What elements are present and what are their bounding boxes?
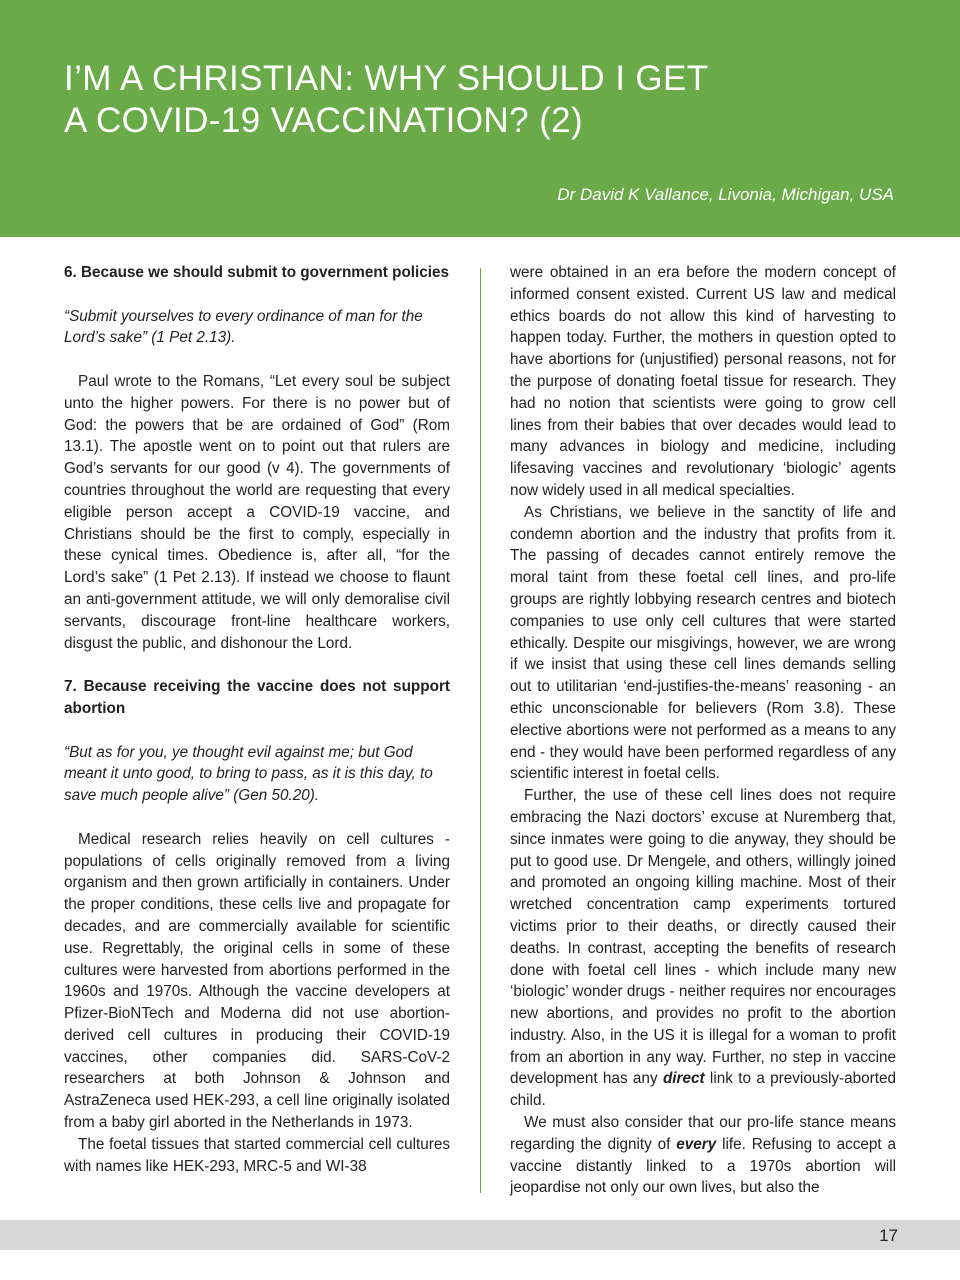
paragraph-r4-tail: life. Refusing to accept a vaccine distantly linked to a 1970s abortion will jeopardise not only our own lives, but also the <box>510 1135 896 1197</box>
section-heading-6: 6. Because we should submit to government policies <box>64 264 450 281</box>
article-title <box>64 58 709 142</box>
scripture-quote-7: “But as for you, ye thought evil against me; but God meant it unto good, to bring to pass, as it is this day, to save much people alive” (Gen 50.20). <box>64 743 433 805</box>
page-number: 17 <box>879 1226 898 1245</box>
paragraph-7b: The foetal tissues that started commercial cell cultures with names like HEK-293, MRC-5 and WI-38 <box>64 1135 450 1175</box>
right-column <box>510 262 896 1199</box>
author-byline: Dr David K Vallance, Livonia, Michigan, USA <box>557 185 894 204</box>
paragraph-r3-text: Further, the use of these cell lines does not require embracing the Nazi doctors’ excuse at Nuremberg that, since inmates were going to die anyway, they should be put to good use. Dr Mengele, and others, willingly joined and promoted an ongoing killing machine. Most of their wretched concentration camp experiments tortured victims prior to their deaths, or directly caused their deaths. In contrast, accepting the benefits of research done with foetal cell lines - which include many new ‘biologic’ wonder drugs - neither requires nor encourages new abortions, and provides no profit to the abortion industry. Also, in the US it is illegal for a woman to profit from an abortion in any way. Further, no step in vaccine development has any <box>510 787 896 1088</box>
scripture-quote-6: “Submit yourselves to every ordinance of man for the Lord’s sake” (1 Pet 2.13). <box>64 307 423 347</box>
paragraph-r3-tail: link to a previously-aborted child. <box>510 1070 897 1110</box>
left-column <box>64 262 450 1177</box>
title-banner <box>0 0 960 237</box>
section-heading-7: 7. Because receiving the vaccine does not support abortion <box>64 678 450 717</box>
title-line-1: I’M A CHRISTIAN: WHY SHOULD I GET <box>64 59 709 98</box>
paragraph-6: Paul wrote to the Romans, “Let every soul be subject unto the higher powers. For there is no power but of God: the powers that be are ordained of God” (Rom 13.1). The apostle went on to point out that rulers are God’s servants for our good (v 4). The governments of countries throughout the world are requesting that every eligible person accept a COVID-19 vaccine, and Christians should be the first to comply, especially in these cynical times. Obedience is, after all, “for the Lord’s sake” (1 Pet 2.13). If instead we choose to flaunt an anti-government attitude, we will only demoralise civil servants, discourage front-line healthcare workers, disgust the public, and dishonour the Lord. <box>64 372 450 652</box>
paragraph-r2: As Christians, we believe in the sanctity of life and condemn abortion and the industry that profits from it. The passing of decades cannot entirely remove the moral taint from these foetal cell lines, and pro-life groups are rightly lobbying research centres and biotech companies to use only cell cultures that were started ethically. Despite our misgivings, however, we are wrong if we insist that using these cell lines demands selling out to utilitarian ‘end-justifies-the-means’ reasoning - an ethic unconscionable for believers (Rom 3.8). These elective abortions were not performed as a means to any end - they would have been performed regardless of any scientific interest in foetal cells. <box>510 503 896 783</box>
paragraph-r3 <box>510 785 896 1112</box>
paragraph-r4 <box>510 1112 896 1199</box>
paragraph-r1: were obtained in an era before the modern concept of informed consent existed. Current US law and medical ethics boards do not allow this kind of harvesting to happen today. Further, the mothers in question opted to have abortions for (unjustified) personal reasons, not for the purpose of donating foetal tissue for research. They had no notion that scientists were going to grow cell lines from their babies that over decades would lead to many advances in biology and medicine, including lifesaving vaccines and revolutionary ‘biologic’ agents now widely used in all medical specialties. <box>510 264 896 499</box>
emphasis-every: every <box>676 1135 717 1153</box>
column-divider <box>480 268 481 1193</box>
title-line-2: A COVID-19 VACCINATION? (2) <box>64 101 584 140</box>
footer-bar <box>0 1220 960 1250</box>
paragraph-7a: Medical research relies heavily on cell cultures - populations of cells originally removed from a living organism and then grown artificially in containers. Under the proper conditions, these cells live and propagate for decades, and are commercially available for scientific use. Regrettably, the original cells in some of these cultures were harvested from abortions performed in the 1960s and 1970s. Although the vaccine developers at Pfizer-BioNTech and Moderna did not use abortion-derived cell cultures in producing their COVID-19 vaccines, other companies did. SARS-CoV-2 researchers at both Johnson & Johnson and AstraZeneca used HEK-293, a cell line originally isolated from a baby girl aborted in the Netherlands in 1973. <box>64 830 450 1132</box>
emphasis-direct: direct <box>662 1070 705 1088</box>
paragraph-r4-text: We must also consider that our pro-life stance means regarding the dignity of <box>510 1114 896 1153</box>
